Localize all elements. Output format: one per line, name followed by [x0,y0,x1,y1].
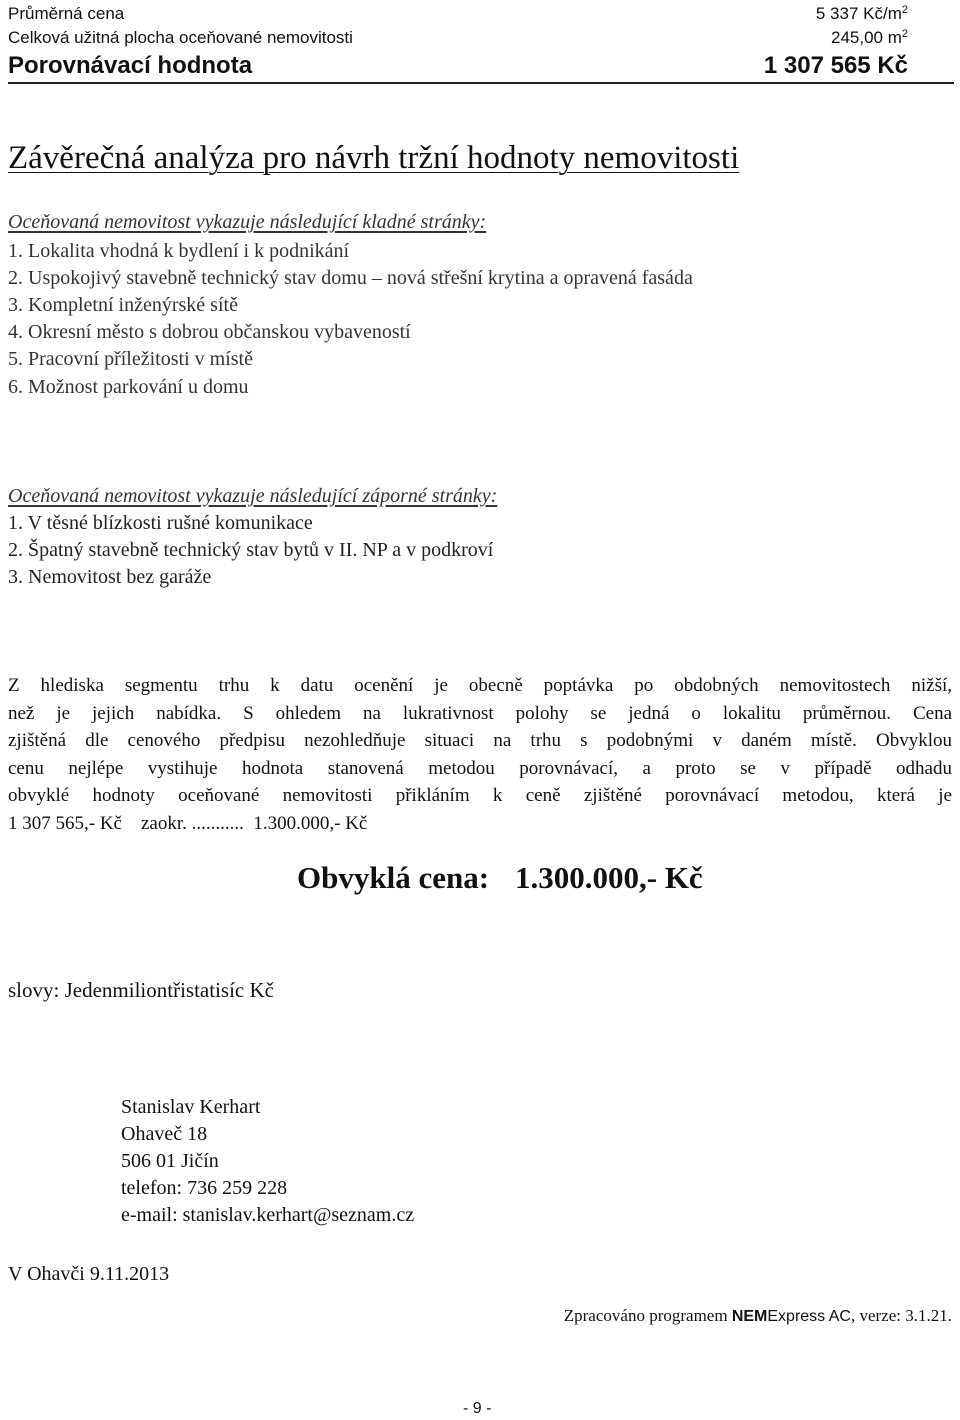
avg-price-label: Průměrná cena [8,4,125,23]
market-analysis-paragraph [8,672,952,837]
negatives-title: Oceňovaná nemovitost vykazuje následující záporné stránky: [8,485,498,507]
list-item: 1. Lokalita vhodná k bydlení i k podnikání [8,240,350,262]
list-item: 5. Pracovní příležitosti v místě [8,348,253,370]
list-item: 3. Nemovitost bez garáže [8,566,212,588]
price-in-words: slovy: Jedenmiliontřistatisíc Kč [8,978,274,1002]
list-item: 2. Uspokojivý stavebně technický stav domu – nová střešní krytina a opravená fasáda [8,267,693,289]
software-credit: Zpracováno programem NEMExpress AC, verze: 3.1.21. [563,1306,952,1325]
list-item: 1. V těsné blízkosti rušné komunikace [8,512,313,534]
list-item: 3. Kompletní inženýrské sítě [8,294,238,316]
compare-label: Porovnávací hodnota [8,52,253,79]
paragraph-line: než je jejich nabídka. S ohledem na lukrativnost polohy se jedná o lokalitu průměrnou. Cena [8,702,952,724]
paragraph-line: zjištěná dle cenového předpisu nezohledňuje situaci na trhu s podobnými v daném místě. Obvyklou [8,730,952,751]
place-date: V Ohavči 9.11.2013 [8,1263,170,1285]
appraiser-phone: telefon: 736 259 228 [121,1177,288,1199]
appraiser-email: e-mail: stanislav.kerhart@seznam.cz [121,1204,415,1226]
compare-value: 1 307 565 Kč [763,52,908,79]
appraiser-name: Stanislav Kerhart [121,1096,261,1118]
appraiser-contact [121,1094,414,1229]
appraiser-city: 506 01 Jičín [121,1150,219,1172]
usual-price-value: 1.300.000,- Kč [515,860,703,895]
usual-price-label: Obvyklá cena: [297,860,490,895]
page-title: Závěrečná analýza pro návrh tržní hodnoty nemovitosti [8,140,740,176]
appraiser-street: Ohaveč 18 [121,1123,208,1145]
positives-title: Oceňovaná nemovitost vykazuje následující kladné stránky: [8,211,487,233]
compare-value-row [8,52,908,80]
list-item: 6. Možnost parkování u domu [8,376,249,398]
avg-price-row [8,4,908,24]
paragraph-line: cenu nejlépe vystihuje hodnota stanovená metodou porovnávací, a proto se v případě odhadu [8,757,952,779]
paragraph-line: 1 307 565,- Kč zaokr. ........... 1.300.000,- Kč [8,812,368,834]
area-row [8,28,908,48]
page-number: - 9 - [463,1400,492,1417]
summary-divider [8,82,954,84]
avg-price-value: 5 337 $Kč/m^2$ [815,4,908,23]
list-item: 4. Okresní město s dobrou občanskou vybaveností [8,321,411,343]
paragraph-line: obvyklé hodnoty oceňované nemovitosti přikláním k ceně zjištěné porovnávací metodou, která je [8,785,952,806]
paragraph-line: Z hlediska segmentu trhu k datu ocenění je obecně poptávka po obdobných nemovitostech nižší, [8,675,952,696]
list-item: 2. Špatný stavebně technický stav bytů v II. NP a v podkroví [8,539,494,561]
area-label: Celková užitná plocha oceňované nemovitosti [8,28,353,47]
area-value: 245,00 $m^2$ [830,28,908,47]
